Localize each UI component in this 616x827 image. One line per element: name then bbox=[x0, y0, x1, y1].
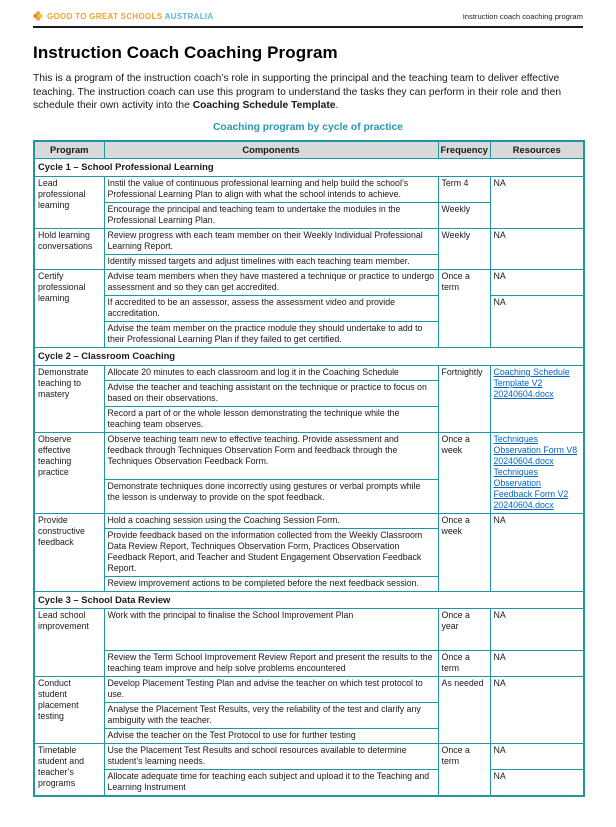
component-cell: Observe teaching team new to effective teaching. Provide assessment and feedback through Techniques Observation Form and feedback through the Techniques Observation Feedback Form. bbox=[104, 432, 438, 480]
component-cell: Provide feedback based on the information collected from the Weekly Classroom Data Review Report, Techniques Observation Form, Practices Observation Feedback Report, and Teacher and Student Engagement Observation Feedback Report. bbox=[104, 528, 438, 576]
table-row bbox=[34, 677, 584, 703]
component-cell: Use the Placement Test Results and school resources available to determine student’s learning needs. bbox=[104, 744, 438, 770]
resource-cell: NA bbox=[490, 270, 584, 296]
resource-cell bbox=[490, 365, 584, 432]
table-row bbox=[34, 432, 584, 480]
resource-cell: NA bbox=[490, 513, 584, 591]
program-cell: Lead professional learning bbox=[34, 177, 104, 229]
component-cell: Advise team members when they have mastered a technique or practice to undergo assessment and so they can get accredited. bbox=[104, 270, 438, 296]
resource-cell bbox=[490, 432, 584, 513]
program-cell: Conduct student placement testing bbox=[34, 677, 104, 744]
resource-cell: NA bbox=[490, 744, 584, 770]
resource-cell: NA bbox=[490, 609, 584, 651]
program-cell: Lead school improvement bbox=[34, 609, 104, 677]
section-row-cycle-2 bbox=[34, 348, 584, 366]
table-header-row bbox=[34, 141, 584, 159]
table-row bbox=[34, 177, 584, 203]
table-row bbox=[34, 270, 584, 296]
brand-text: GOOD TO GREAT SCHOOLS bbox=[47, 11, 163, 21]
table-row bbox=[34, 770, 584, 796]
component-cell: Develop Placement Testing Plan and advise the teacher on which test protocol to use. bbox=[104, 677, 438, 703]
resource-cell: NA bbox=[490, 677, 584, 744]
table-row bbox=[34, 365, 584, 380]
frequency-cell: Once a week bbox=[438, 432, 490, 513]
resource-cell: NA bbox=[490, 651, 584, 677]
section-title: Cycle 1 – School Professional Learning bbox=[34, 159, 584, 177]
resource-link[interactable]: Coaching Schedule Template V2 20240604.docx bbox=[493, 366, 570, 399]
header-doc-reference: Instruction coach coaching program bbox=[462, 12, 583, 21]
component-cell: Encourage the principal and teaching team to undertake the modules in the Professional Learning Plan. bbox=[104, 203, 438, 229]
frequency-cell: Once a term bbox=[438, 270, 490, 348]
component-cell: Review the Term School Improvement Review Report and present the results to the teaching team improve and help solve problems encountered bbox=[104, 651, 438, 677]
brand-name bbox=[47, 12, 214, 21]
section-row-cycle-3 bbox=[34, 591, 584, 609]
table-row bbox=[34, 296, 584, 322]
frequency-cell: As needed bbox=[438, 677, 490, 744]
frequency-cell: Term 4 bbox=[438, 177, 490, 203]
frequency-cell: Once a year bbox=[438, 609, 490, 651]
program-cell: Hold learning conversations bbox=[34, 229, 104, 270]
intro-paragraph bbox=[33, 72, 583, 113]
component-cell: Demonstrate techniques done incorrectly using gestures or verbal prompts while the lesson is underway to provide on the spot feedback. bbox=[104, 480, 438, 513]
component-cell: Work with the principal to finalise the School Improvement Plan bbox=[104, 609, 438, 651]
component-cell: Review progress with each team member on their Weekly Individual Professional Learning Report. bbox=[104, 229, 438, 255]
component-cell: Allocate 20 minutes to each classroom and log it in the Coaching Schedule bbox=[104, 365, 438, 380]
resource-cell: NA bbox=[490, 296, 584, 348]
column-header-program: Program bbox=[34, 141, 104, 159]
component-cell: Allocate adequate time for teaching each subject and upload it to the Teaching and Learning Instrument bbox=[104, 770, 438, 796]
table-row bbox=[34, 229, 584, 255]
component-cell: Identify missed targets and adjust timelines with each teaching team member. bbox=[104, 255, 438, 270]
table-row bbox=[34, 651, 584, 677]
column-header-frequency: Frequency bbox=[438, 141, 490, 159]
frequency-cell: Weekly bbox=[438, 229, 490, 270]
column-header-resources: Resources bbox=[490, 141, 584, 159]
component-cell: Record a part of or the whole lesson demonstrating the technique while the teaching team observes. bbox=[104, 406, 438, 432]
pinwheel-flower-icon bbox=[33, 11, 43, 21]
intro-bold-reference: Coaching Schedule Template bbox=[192, 100, 336, 112]
component-cell: Advise the team member on the practice module they should undertake to add to their Professional Learning Plan if they failed to get certified. bbox=[104, 322, 438, 348]
table-row bbox=[34, 609, 584, 651]
coaching-program-table bbox=[33, 140, 585, 797]
table-caption: Coaching program by cycle of practice bbox=[213, 121, 403, 133]
resource-cell: NA bbox=[490, 177, 584, 229]
intro-suffix: . bbox=[335, 100, 339, 112]
program-cell: Observe effective teaching practice bbox=[34, 432, 104, 513]
section-row-cycle-1 bbox=[34, 159, 584, 177]
section-title: Cycle 2 – Classroom Coaching bbox=[34, 348, 584, 366]
component-cell: Advise the teacher on the Test Protocol to use for further testing bbox=[104, 729, 438, 744]
table-row bbox=[34, 744, 584, 770]
program-cell: Timetable student and teacher’s programs bbox=[34, 744, 104, 796]
intro-text: This is a program of the instruction coach’s role in supporting the principal and the teaching team to deliver effective teaching. The instruction coach can use this program to understand the tasks they can perform in their role and then schedule their own activity into the bbox=[33, 73, 562, 112]
frequency-cell: Once a term bbox=[438, 651, 490, 677]
component-cell: If accredited to be an assessor, assess the assessment video and provide accreditation. bbox=[104, 296, 438, 322]
frequency-cell: Once a week bbox=[438, 513, 490, 591]
resource-link[interactable]: Techniques Observation Form V8 20240604.docx bbox=[493, 433, 578, 466]
brand-lockup bbox=[33, 11, 214, 21]
program-cell: Provide constructive feedback bbox=[34, 513, 104, 591]
resource-link[interactable]: Techniques Observation Feedback Form V2 20240604.docx bbox=[493, 466, 569, 510]
frequency-cell: Weekly bbox=[438, 203, 490, 229]
component-cell: Advise the teacher and teaching assistant on the technique or practice to focus on based on their observations. bbox=[104, 380, 438, 406]
resource-cell: NA bbox=[490, 770, 584, 796]
program-cell: Certify professional learning bbox=[34, 270, 104, 348]
program-cell: Demonstrate teaching to mastery bbox=[34, 365, 104, 432]
component-cell: Review improvement actions to be completed before the next feedback session. bbox=[104, 576, 438, 591]
component-cell: Analyse the Placement Test Results, very the reliability of the test and clarify any ambiguity with the teacher. bbox=[104, 703, 438, 729]
section-title: Cycle 3 – School Data Review bbox=[34, 591, 584, 609]
frequency-cell: Fortnightly bbox=[438, 365, 490, 432]
frequency-cell: Once a term bbox=[438, 744, 490, 796]
page-header bbox=[33, 11, 583, 28]
brand-suffix: AUSTRALIA bbox=[164, 11, 214, 21]
column-header-components: Components bbox=[104, 141, 438, 159]
component-cell: Instil the value of continuous professional learning and help build the school’s Professional Learning Plan to align with what the school intends to achieve. bbox=[104, 177, 438, 203]
table-row bbox=[34, 513, 584, 528]
resource-cell: NA bbox=[490, 229, 584, 270]
page-title: Instruction Coach Coaching Program bbox=[33, 43, 338, 62]
component-cell: Hold a coaching session using the Coaching Session Form. bbox=[104, 513, 438, 528]
